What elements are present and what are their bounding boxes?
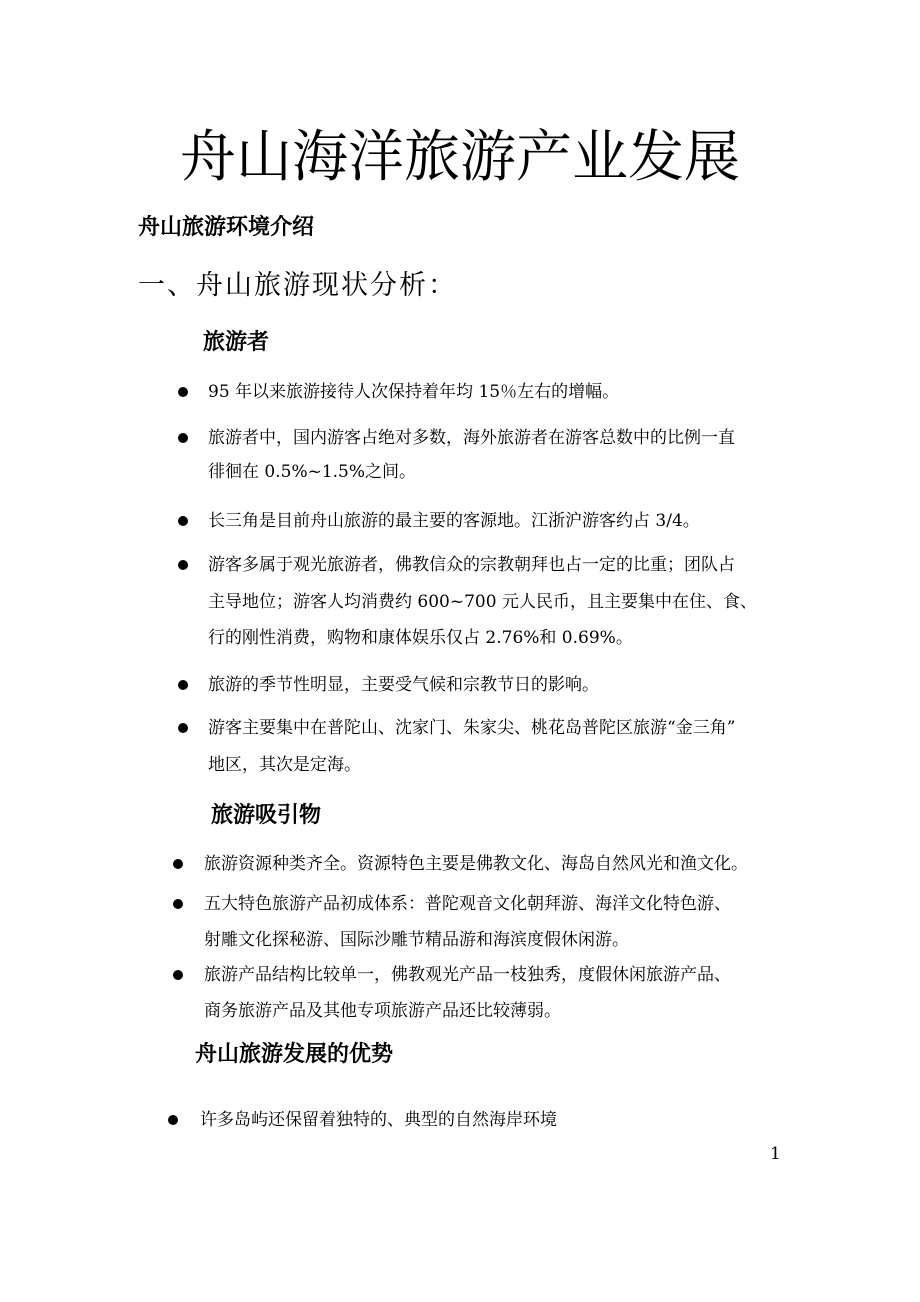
list-item-line: 行的刚性消费，购物和康体娱乐仅占 2.76%和 0.69%。 [208,628,633,648]
bullet-icon [178,723,188,733]
attractions-heading: 旅游吸引物 [211,803,322,828]
list-item-line: 五大特色旅游产品初成体系：普陀观音文化朝拜游、海洋文化特色游、 [204,894,731,914]
list-item-line: 长三角是目前舟山旅游的最主要的客源地。江浙沪游客约占 3/4。 [208,511,700,531]
list-item-line: 旅游产品结构比较单一，佛教观光产品一枝独秀，度假休闲旅游产品、 [204,965,731,985]
tourists-heading: 旅游者 [203,330,270,355]
list-item-line: 地区，其次是定海。 [208,755,361,775]
bullet-icon [178,387,188,397]
bullet-icon [178,433,188,443]
list-item-line: 徘徊在 0.5%~1.5%之间。 [208,462,417,482]
list-item-line: 旅游者中，国内游客占绝对多数，海外旅游者在游客总数中的比例一直 [208,428,735,448]
list-item-line: 主导地位；游客人均消费约 600~700 元人民币，且主要集中在住、食、 [208,592,757,612]
list-item-line: 游客主要集中在普陀山、沈家门、朱家尖、桃花岛普陀区旅游“金三角” [208,718,736,738]
document-title: 舟山海洋旅游产业发展 [180,125,740,190]
bullet-icon [178,560,188,570]
bullet-icon [168,1115,178,1125]
bullet-icon [173,970,183,980]
list-item-line: 旅游的季节性明显，主要受气候和宗教节日的影响。 [208,675,599,695]
intro-heading: 舟山旅游环境介绍 [138,215,315,240]
list-item-line: 射雕文化探秘游、国际沙雕节精品游和海滨度假休闲游。 [204,930,629,950]
advantages-heading: 舟山旅游发展的优势 [195,1042,394,1067]
section1-heading: 一、舟山旅游现状分析： [138,270,457,301]
list-item-line: 旅游资源种类齐全。资源特色主要是佛教文化、海岛自然风光和渔文化。 [204,854,748,874]
bullet-icon [173,899,183,909]
page-number: 1 [770,1144,781,1164]
list-item-line: 95 年以来旅游接待人次保持着年均 15％左右的增幅。 [208,382,620,402]
list-item-line: 商务旅游产品及其他专项旅游产品还比较薄弱。 [204,1001,561,1021]
bullet-icon [173,859,183,869]
list-item-line: 游客多属于观光旅游者，佛教信众的宗教朝拜也占一定的比重；团队占 [208,555,735,575]
bullet-icon [178,516,188,526]
bullet-icon [178,680,188,690]
list-item-line: 许多岛屿还保留着独特的、典型的自然海岸环境 [200,1110,557,1130]
